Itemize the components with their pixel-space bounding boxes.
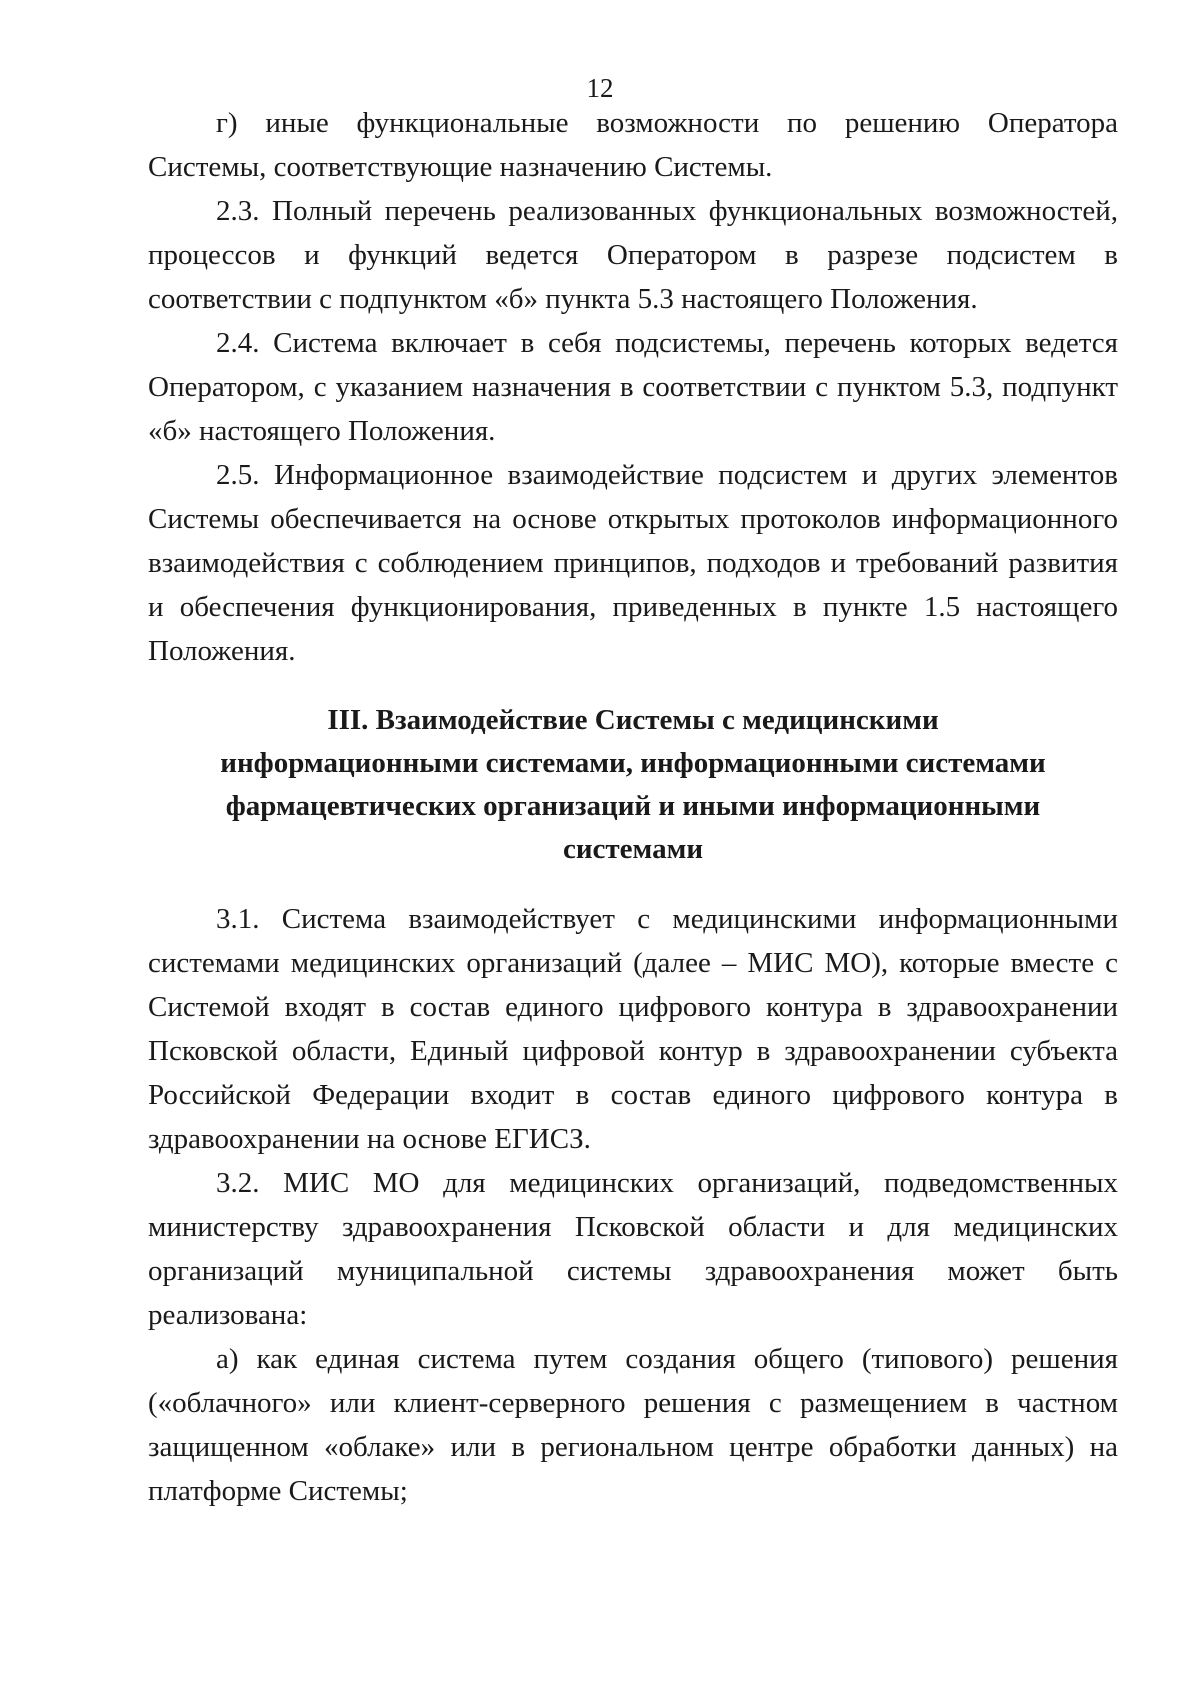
section-heading xyxy=(148,699,1118,871)
paragraph-3-2: 3.2. МИС МО для медицинских организаций, подведомственных министерству здравоохранения Псковской области и для медицинских организаций муниципальной системы здравоохранения может быть реализована: xyxy=(148,1167,1118,1331)
paragraph-item-g: г) иные функциональные возможности по решению Оператора Системы, соответствующие назначению Системы. xyxy=(148,107,1118,183)
section-heading-line: системами xyxy=(562,833,704,865)
paragraph-2-5: 2.5. Информационное взаимодействие подсистем и других элементов Системы обеспечивается на основе открытых протоколов информационного взаимодействия с соблюдением принципов, подходов и требований развития и обеспечения функционирования, приведенных в пункте 1.5 настоящего Положения. xyxy=(148,459,1118,667)
section-heading-line: III. Взаимодействие Системы с медицинскими xyxy=(327,704,939,736)
paragraph-3-1: 3.1. Система взаимодействует с медицинскими информационными системами медицинских организаций (далее – МИС МО), которые вместе с Системой входят в состав единого цифрового контура в здравоохранении Псковской области, Единый цифровой контур в здравоохранении субъекта Российской Федерации входит в состав единого цифрового контура в здравоохранении на основе ЕГИСЗ. xyxy=(148,903,1118,1155)
paragraph-2-4: 2.4. Система включает в себя подсистемы, перечень которых ведется Оператором, с указанием назначения в соответствии с пунктом 5.3, подпункт «б» настоящего Положения. xyxy=(148,327,1118,447)
section-heading-line: фармацевтических организаций и иными информационными xyxy=(225,790,1041,822)
page-number: 12 xyxy=(586,73,614,103)
paragraph-item-a: а) как единая система путем создания общего (типового) решения («облачного» или клиент-серверного решения с размещением в частном защищенном «облаке» или в региональном центре обработки данных) на платформе Системы; xyxy=(148,1343,1118,1507)
document-body xyxy=(148,101,1118,1513)
section-heading-line: информационными системами, информационными системами xyxy=(220,747,1046,779)
paragraph-2-3: 2.3. Полный перечень реализованных функциональных возможностей, процессов и функций ведется Оператором в разрезе подсистем в соответствии с подпунктом «б» пункта 5.3 настоящего Положения. xyxy=(148,195,1118,315)
